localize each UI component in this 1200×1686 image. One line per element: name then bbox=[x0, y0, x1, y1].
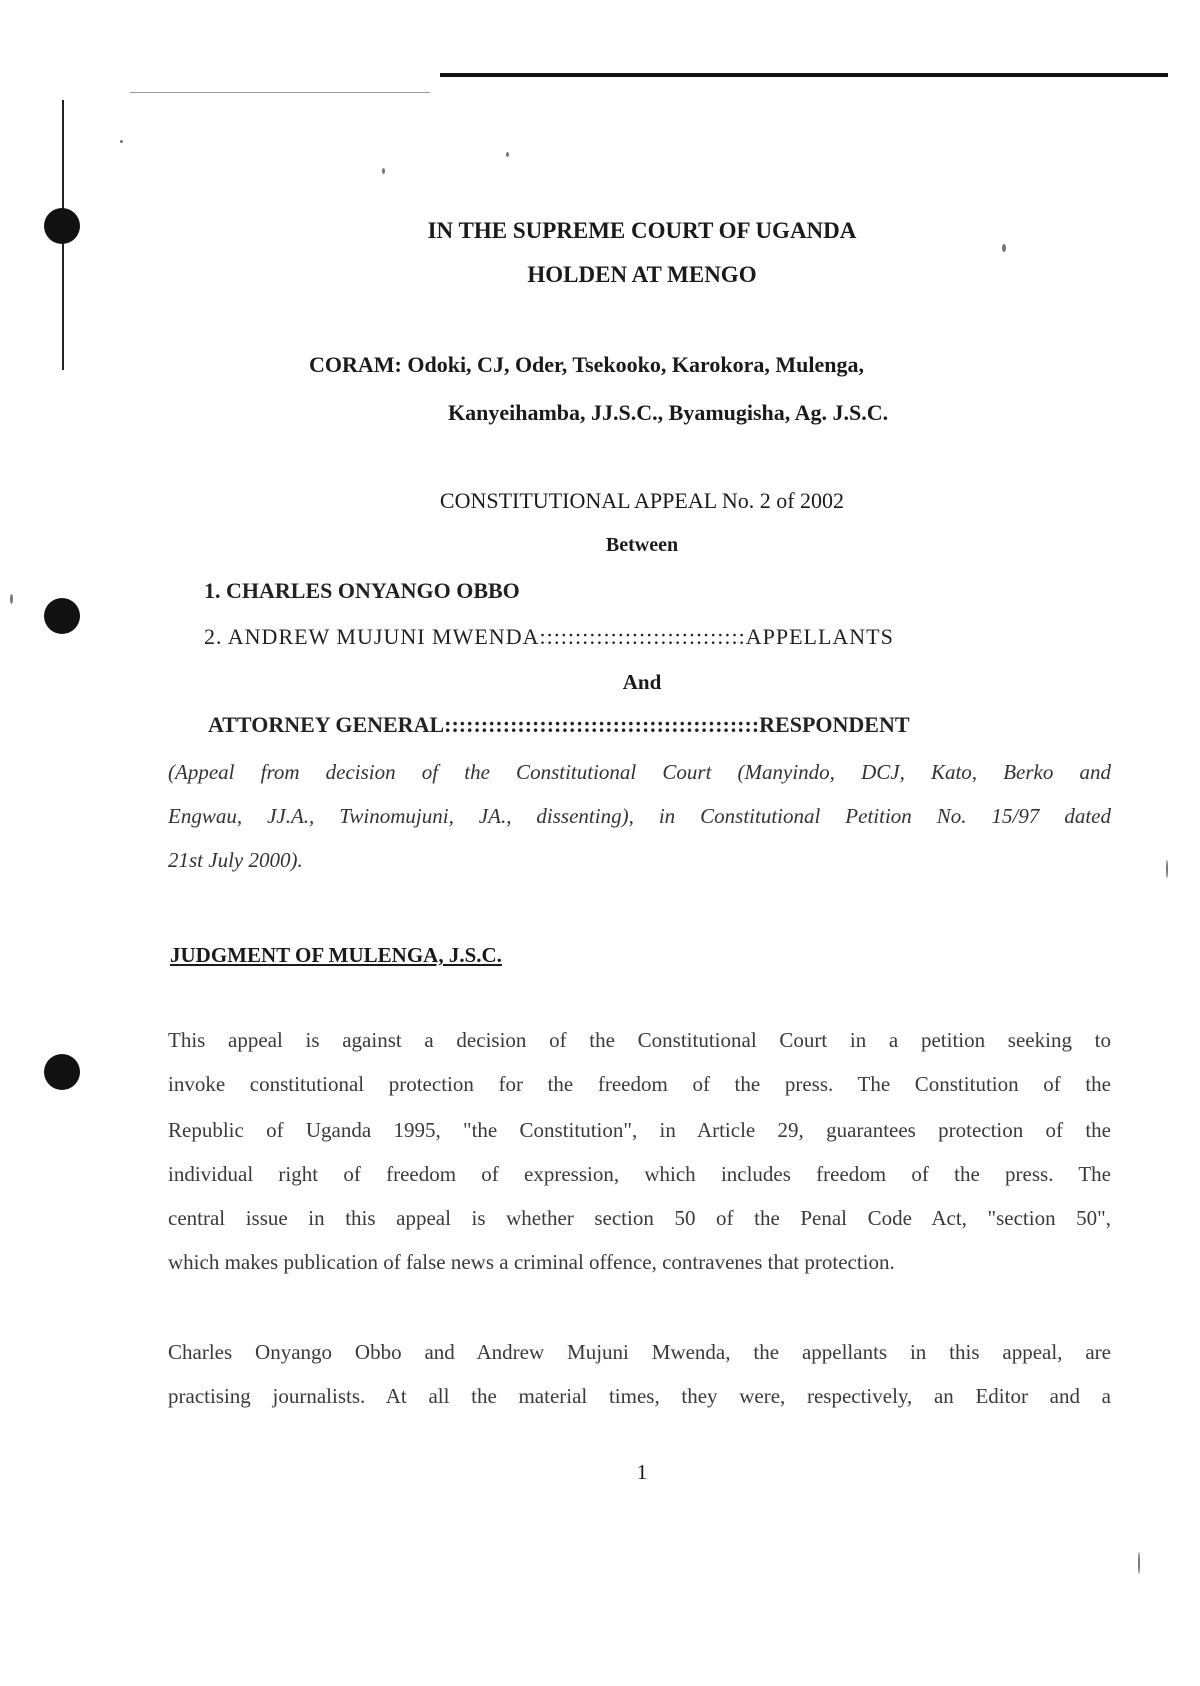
scan-speck bbox=[1002, 244, 1006, 252]
paragraph-1-line-6: which makes publication of false news a criminal offence, contravenes that protection. bbox=[168, 1250, 895, 1274]
respondent: ATTORNEY GENERAL:::::::::::::::::::::::::::::::::::::::::::RESPONDENT bbox=[208, 712, 910, 737]
paragraph-1-line-2: invoke constitutional protection for the freedom of the press. The Constitution of the bbox=[168, 1072, 1111, 1096]
top-rule bbox=[440, 73, 1168, 77]
origin-line-3: 21st July 2000). bbox=[168, 848, 303, 872]
and-label: And bbox=[622, 670, 662, 694]
page-number: 1 bbox=[636, 1460, 648, 1484]
punch-hole-middle bbox=[44, 598, 80, 634]
paragraph-1-line-5: central issue in this appeal is whether section 50 of the Penal Code Act, "section 50", bbox=[168, 1206, 1111, 1230]
between-label: Between bbox=[605, 534, 679, 556]
punch-hole-bottom bbox=[44, 1054, 80, 1090]
judgment-title: JUDGMENT OF MULENGA, J.S.C. bbox=[170, 943, 502, 967]
paragraph-1-line-4: individual right of freedom of expression, which includes freedom of the press. The bbox=[168, 1162, 1111, 1186]
appellant-2: 2. ANDREW MUJUNI MWENDA:::::::::::::::::::::::::::::APPELLANTS bbox=[204, 624, 894, 649]
paragraph-1-line-3: Republic of Uganda 1995, "the Constitution", in Article 29, guarantees protection of the bbox=[168, 1118, 1111, 1142]
scan-speck bbox=[1166, 860, 1168, 878]
scan-speck bbox=[506, 152, 509, 157]
coram-line-2: Kanyeihamba, JJ.S.C., Byamugisha, Ag. J.S.C. bbox=[448, 400, 889, 425]
appeal-title: CONSTITUTIONAL APPEAL No. 2 of 2002 bbox=[439, 488, 845, 513]
coram-line-1: CORAM: Odoki, CJ, Oder, Tsekooko, Karokora, Mulenga, bbox=[309, 352, 864, 377]
scan-speck bbox=[10, 594, 13, 604]
paragraph-2-line-1: Charles Onyango Obbo and Andrew Mujuni Mwenda, the appellants in this appeal, are bbox=[168, 1340, 1111, 1364]
origin-line-2: Engwau, JJ.A., Twinomujuni, JA., dissenting), in Constitutional Petition No. 15/97 dated bbox=[168, 804, 1111, 828]
origin-line-1: (Appeal from decision of the Constitutional Court (Manyindo, DCJ, Kato, Berko and bbox=[168, 760, 1111, 784]
appellant-1: 1. CHARLES ONYANGO OBBO bbox=[204, 578, 520, 603]
top-rule-faint bbox=[130, 92, 430, 93]
scan-speck bbox=[382, 168, 385, 174]
court-location: HOLDEN AT MENGO bbox=[527, 262, 757, 287]
paragraph-1-line-1: This appeal is against a decision of the Constitutional Court in a petition seeking to bbox=[168, 1028, 1111, 1052]
scan-speck bbox=[1138, 1552, 1140, 1574]
scan-speck bbox=[120, 140, 123, 143]
court-name: IN THE SUPREME COURT OF UGANDA bbox=[427, 218, 857, 243]
paragraph-2-line-2: practising journalists. At all the material times, they were, respectively, an Editor and a bbox=[168, 1384, 1111, 1408]
